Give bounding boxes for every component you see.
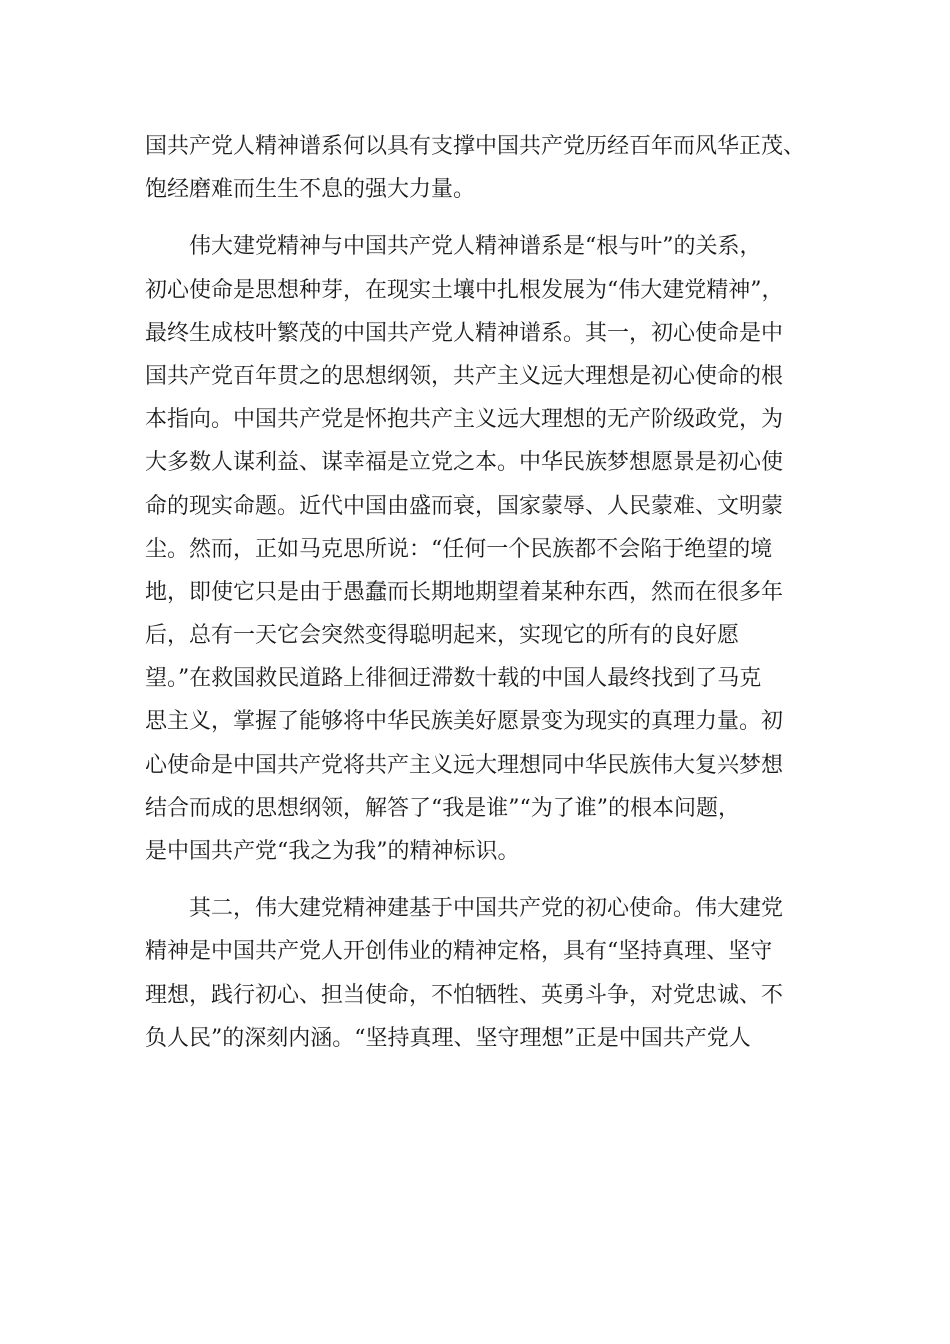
text-line: 精神是中国共产党人开创伟业的精神定格，具有“坚持真理、坚守 [145,939,773,965]
text-line: 地，即使它只是由于愚蠢而长期地期望着某种东西，然而在很多年 [145,579,784,605]
text-line: 国共产党人精神谱系何以具有支撑中国共产党历经百年而风华正茂、 [145,134,806,159]
text-line: 大多数人谋利益、谋幸福是立党之本。中华民族梦想愿景是初心使 [145,450,784,476]
text-line: 心使命是中国共产党将共产主义远大理想同中华民族伟大复兴梦想 [145,752,784,778]
text-line: 后，总有一天它会突然变得聪明起来，实现它的所有的良好愿 [145,623,740,649]
text-line: 结合而成的思想纲领，解答了“我是谁”“为了谁”的根本问题， [145,795,740,821]
text-line: 负人民”的深刻内涵。“坚持真理、坚守理想”正是中国共产党人 [145,1025,751,1051]
text-line: 最终生成枝叶繁茂的中国共产党人精神谱系。其一，初心使命是中 [145,320,784,346]
text-line: 国共产党百年贯之的思想纲领，共产主义远大理想是初心使命的根 [145,363,784,389]
text-line: 命的现实命题。近代中国由盛而衰，国家蒙辱、人民蒙难、文明蒙 [145,493,784,519]
paragraph-3 [145,887,805,1060]
text-line: 伟大建党精神与中国共产党人精神谱系是“根与叶”的关系， [189,234,762,260]
text-line: 尘。然而，正如马克思所说：“任何一个民族都不会陷于绝望的境 [145,536,773,562]
text-line: 思主义，掌握了能够将中华民族美好愿景变为现实的真理力量。初 [145,709,784,735]
text-line: 是中国共产党“我之为我”的精神标识。 [145,839,520,864]
text-line: 望。”在救国救民道路上徘徊迂滞数十载的中国人最终找到了马克 [145,666,762,692]
text-line: 其二，伟大建党精神建基于中国共产党的初心使命。伟大建党 [189,896,784,922]
text-line: 本指向。中国共产党是怀抱共产主义远大理想的无产阶级政党，为 [145,407,784,433]
paragraph-1 [145,125,805,211]
text-line: 理想，践行初心、担当使命，不怕牺牲、英勇斗争，对党忠诚、不 [145,982,784,1008]
paragraph-2 [145,225,805,873]
text-line: 饱经磨难而生生不息的强大力量。 [145,177,476,203]
text-line: 初心使命是思想种芽，在现实土壤中扎根发展为“伟大建党精神”， [145,277,784,303]
document-page [145,125,805,1074]
